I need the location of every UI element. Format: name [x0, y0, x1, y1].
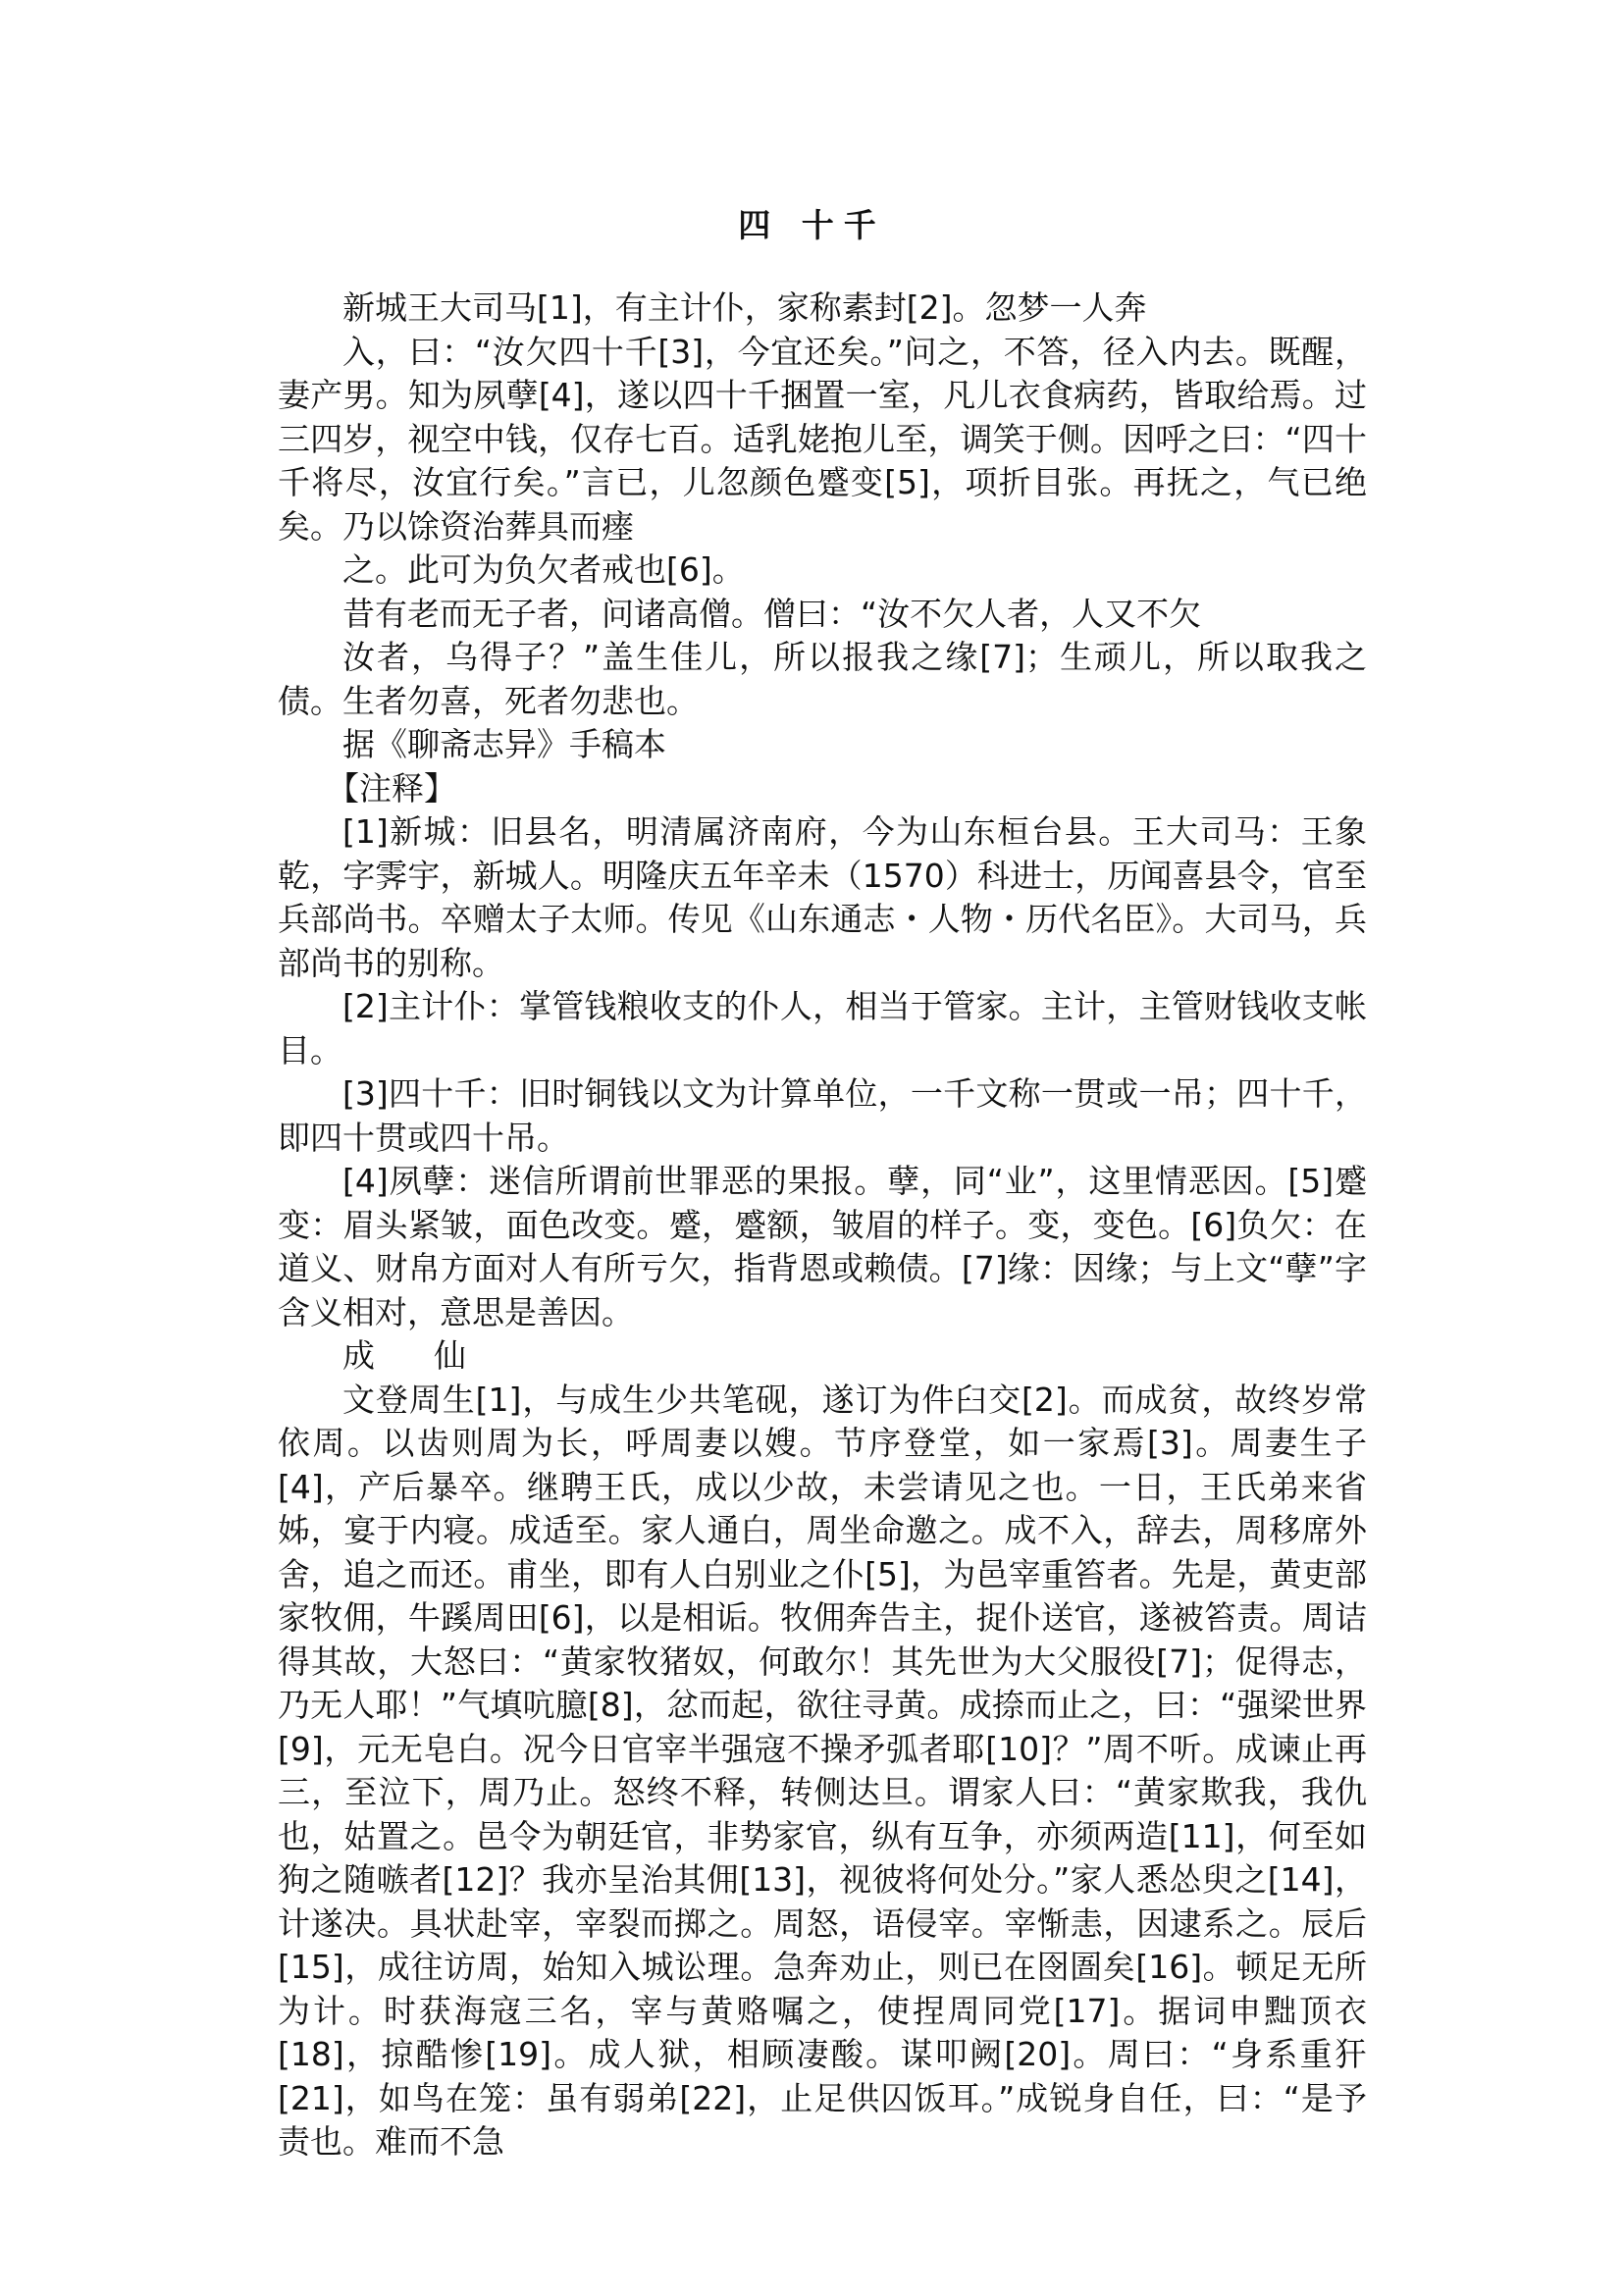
notes-heading: 【注释】 [327, 768, 456, 808]
paragraph-3: 之。此可为负欠者戒也[6]。 [342, 550, 745, 589]
source-note: 据《聊斋志异》手稿本 [342, 725, 666, 763]
note-3: [3]四十千：旧时铜钱以文为计算单位，一千文称一贯或一吊；四十千，即四十贯或四十吊。 [278, 1074, 1367, 1157]
note-2: [2]主计仆：掌管钱粮收支的仆人，相当于管家。主计，主管财钱收支帐目。 [278, 987, 1367, 1069]
paragraph-2: 入，曰：“汝欠四十千[3]，今宜还矣。”问之，不答，径入内去。既醒，妻产男。知为夙孽[4]，遂以四十千捆置一室，凡儿衣食病药，皆取给焉。过三四岁，视空中钱，仅存七百。适乳姥抱儿至，调笑于侧。因呼之曰：“四十千将尽，汝宜行矣。”言已，儿忽颜色蹙变[5]，项折目张。再抚之，气已绝矣。乃以馀资治葬具而瘗 [278, 332, 1367, 546]
paragraph-1: 新城王大司马[1]，有主计仆，家称素封[2]。忽梦一人奔 [342, 288, 1147, 327]
note-1: [1]新城：旧县名，明清属济南府，今为山东桓台县。王大司马：王象乾，字霁宇，新城人。明隆庆五年辛未（1570）科进士，历闻喜县令，官至兵部尚书。卒赠太子太师。传见《山东通志・人物・历代名臣》。大司马，兵部尚书的别称。 [278, 812, 1367, 982]
note-4-7: [4]夙孽：迷信所谓前世罪恶的果报。孽，同“业”，这里情恶因。[5]蹙变：眉头紧皱，面色改变。蹙，蹙额，皱眉的样子。变，变色。[6]负欠：在道义、财帛方面对人有所亏欠，指背恩或赖债。[7]缘：因缘；与上文“孽”字含义相对，意思是善因。 [278, 1162, 1367, 1331]
paragraph-5: 汝者，乌得子？”盖生佳儿，所以报我之缘[7]；生顽儿，所以取我之债。生者勿喜，死者勿悲也。 [278, 638, 1367, 720]
story-heading-chengxian: 成仙 [342, 1336, 525, 1375]
page-title: 四 十千 [738, 206, 886, 244]
paragraph-4: 昔有老而无子者，问诸高僧。僧曰：“汝不欠人者，人又不欠 [342, 594, 1202, 633]
paragraph-chengxian: 文登周生[1]，与成生少共笔砚，遂订为件臼交[2]。而成贫，故终岁常依周。以齿则周为长，呼周妻以嫂。节序登堂，如一家焉[3]。周妻生子[4]，产后暴卒。继聘王氏，成以少故，未尝请见之也。一日，王氏弟来省姊，宴于内寝。成适至。家人通白，周坐命邀之。成不入，辞去，周移席外舍，追之而还。甫坐，即有人白别业之仆[5]，为邑宰重笞者。先是，黄吏部家牧佣，牛蹊周田[6]，以是相诟。牧佣奔告主，捉仆送官，遂被笞责。周诘得其故，大怒曰：“黄家牧猪奴，何敢尔！其先世为大父服役[7]；促得志，乃无人耶！”气填吭臆[8]，忿而起，欲往寻黄。成捺而止之，曰：“强梁世界[9]，元无皂白。况今日官宰半强寇不操矛弧者耶[10]？”周不听。成谏止再三，至泣下，周乃止。怒终不释，转侧达旦。谓家人曰：“黄家欺我，我仇也，姑置之。邑令为朝廷官，非势家官，纵有互争，亦须两造[11]，何至如狗之随嗾者[12]？我亦呈治其佣[13]，视彼将何处分。”家人悉怂臾之[14]，计遂决。具状赴宰，宰裂而掷之。周怒，语侵宰。宰惭恚，因逮系之。辰后[15]，成往访周，始知入城讼理。急奔劝止，则已在囹圄矣[16]。顿足无所为计。时获海寇三名，宰与黄赂嘱之，使捏周同党[17]。据词申黜顶衣[18]，掠酷惨[19]。成人狱，相顾凄酸。谋叩阙[20]。周曰：“身系重犴[21]，如鸟在笼：虽有弱弟[22]，止足供囚饭耳。”成锐身自任，曰：“是予责也。难而不急 [278, 1380, 1367, 2161]
document-body [278, 287, 1367, 2164]
